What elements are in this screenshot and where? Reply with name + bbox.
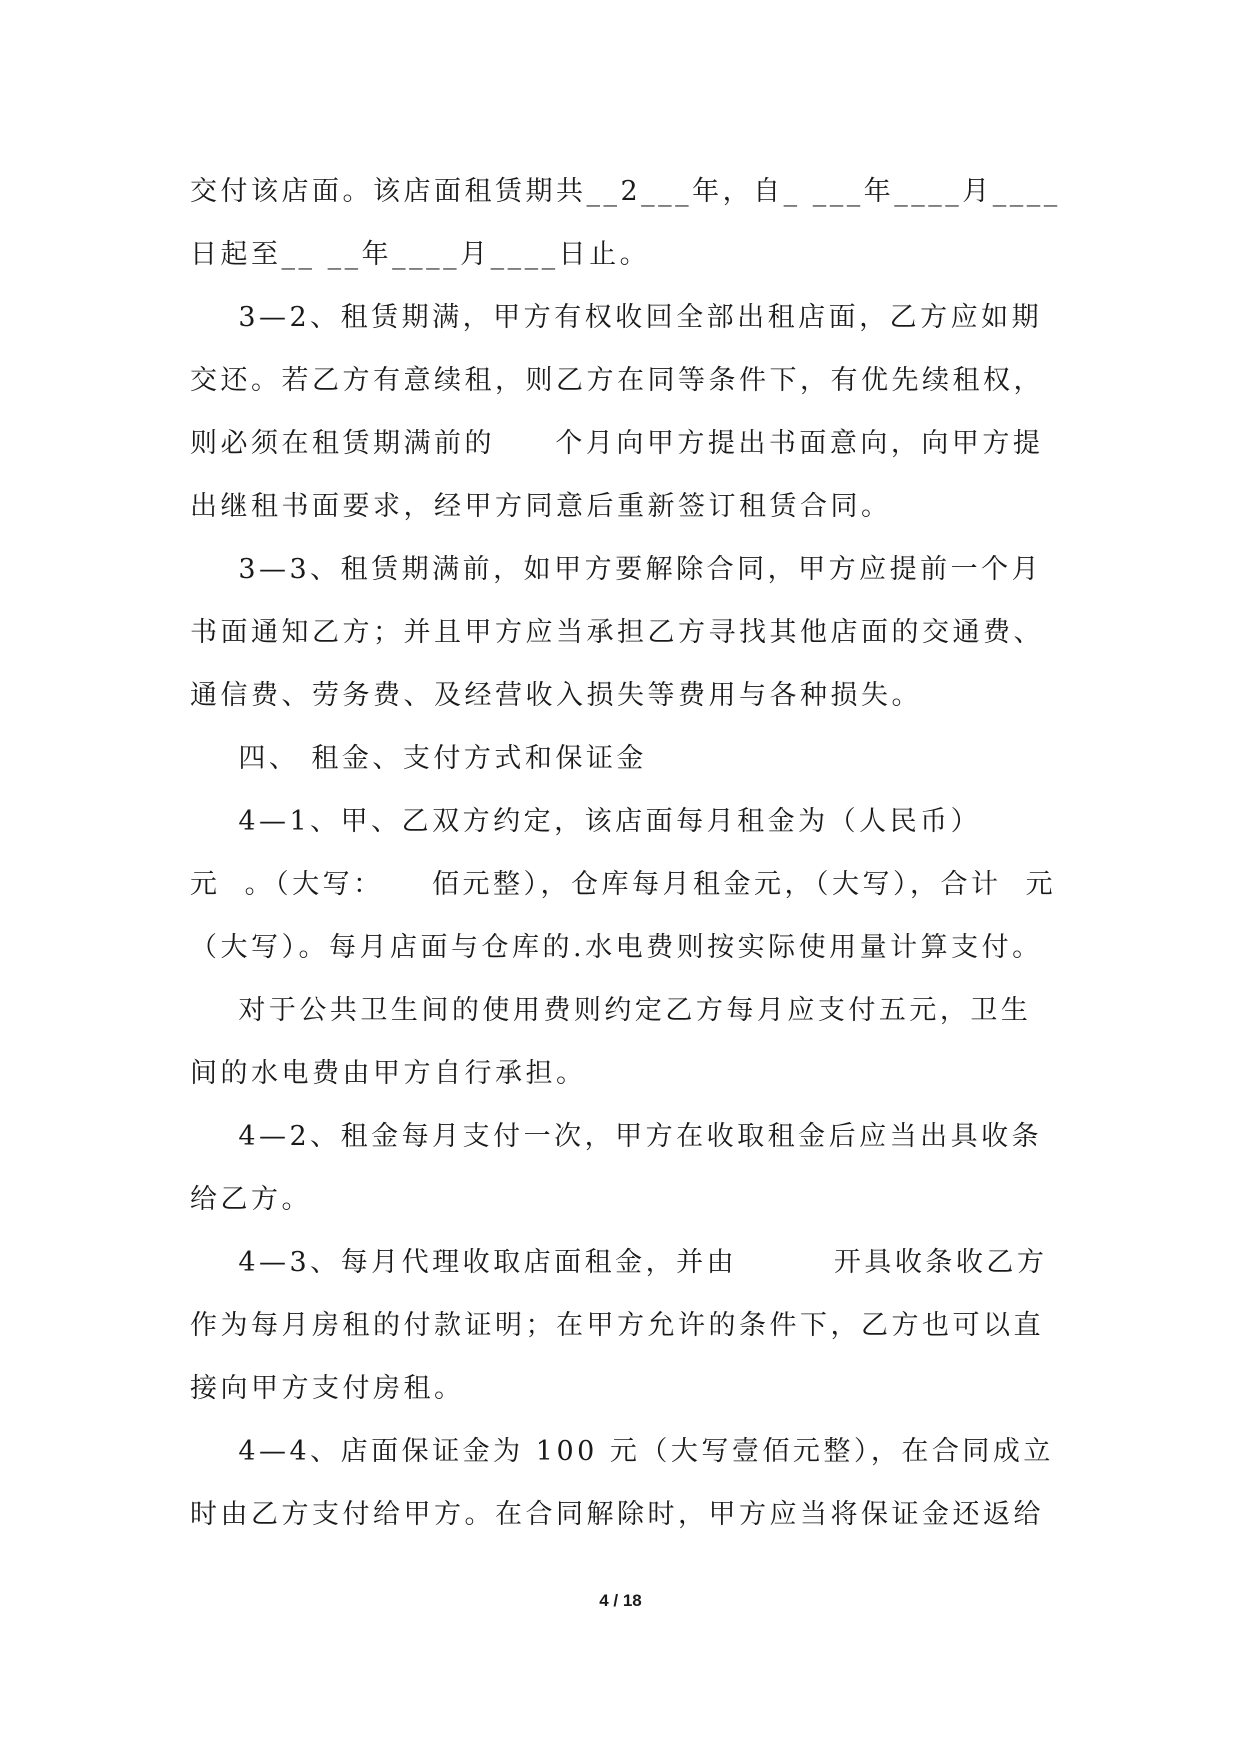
text-line: 4—3、每月代理收取店面租金，并由 开具收条收乙方 bbox=[190, 1247, 1048, 1278]
text-line: 3—2、租赁期满，甲方有权收回全部出租店面，乙方应如期 bbox=[190, 302, 1043, 333]
text-line: 则必须在租赁期满前的 个月向甲方提出书面意向，向甲方提 bbox=[190, 428, 1044, 459]
text-line: 交付该店面。该店面租赁期共__2___年，自_ ___年____月____ bbox=[190, 176, 1061, 207]
text-line: 元 。（大写： 佰元整），仓库每月租金元，（大写），合计 元 bbox=[190, 869, 1057, 900]
text-line: 出继租书面要求，经甲方同意后重新签订租赁合同。 bbox=[190, 491, 892, 522]
text-line: 间的水电费由甲方自行承担。 bbox=[190, 1058, 587, 1089]
text-line: 3—3、租赁期满前，如甲方要解除合同，甲方应提前一个月 bbox=[190, 554, 1043, 585]
text-line: 交还。若乙方有意续租，则乙方在同等条件下，有优先续租权， bbox=[190, 365, 1044, 396]
text-line: 日起至__ __年____月____日止。 bbox=[190, 239, 651, 270]
text-line: 4—1、甲、乙双方约定，该店面每月租金为（人民币） bbox=[190, 806, 982, 837]
text-line: 通信费、劳务费、及经营收入损失等费用与各种损失。 bbox=[190, 680, 922, 711]
page-number: 4 / 18 bbox=[599, 1591, 642, 1610]
text-line: 作为每月房租的付款证明；在甲方允许的条件下，乙方也可以直 bbox=[190, 1310, 1044, 1341]
text-line: 对于公共卫生间的使用费则约定乙方每月应支付五元，卫生 bbox=[190, 995, 1032, 1026]
text-line: 时由乙方支付给甲方。在合同解除时，甲方应当将保证金还返给 bbox=[190, 1499, 1044, 1530]
text-line: 书面通知乙方；并且甲方应当承担乙方寻找其他店面的交通费、 bbox=[190, 617, 1044, 648]
text-line: 4—4、店面保证金为 100 元（大写壹佰元整），在合同成立 bbox=[190, 1436, 1054, 1467]
text-line: 给乙方。 bbox=[190, 1184, 312, 1215]
text-line: 接向甲方支付房租。 bbox=[190, 1373, 465, 1404]
section-heading: 四、 租金、支付方式和保证金 bbox=[190, 743, 647, 774]
contract-body bbox=[190, 160, 1070, 1546]
text-line: （大写）。每月店面与仓库的.水电费则按实际使用量计算支付。 bbox=[190, 932, 1043, 963]
text-line: 4—2、租金每月支付一次，甲方在收取租金后应当出具收条 bbox=[190, 1121, 1043, 1152]
